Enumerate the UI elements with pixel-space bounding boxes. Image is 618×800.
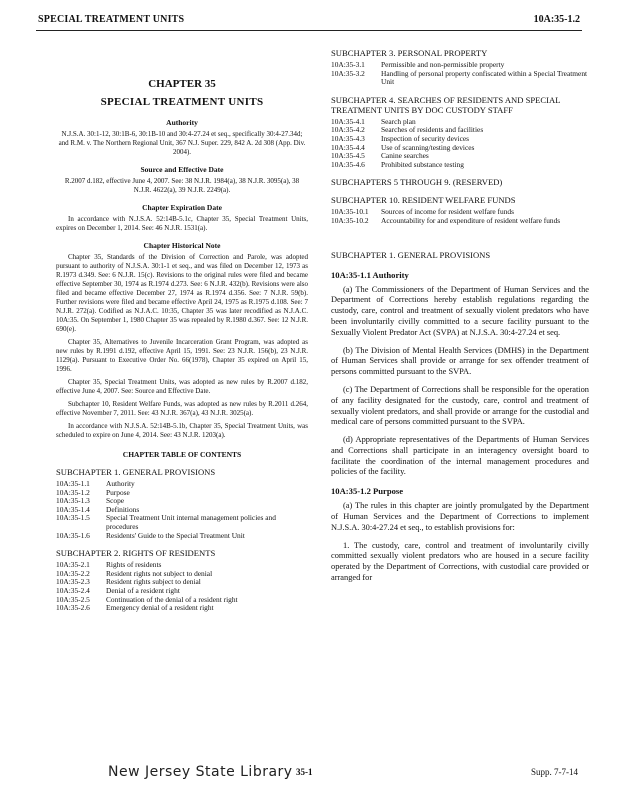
right-column bbox=[331, 42, 589, 591]
toc-entry-number: 10A:35-2.4 bbox=[56, 585, 90, 595]
body-paragraph: (a) The Commissioners of the Department of Human Services and the Department of Corrections hereby establish regulations regarding the custody, care, control and treatment of sexually violent predators who have been involuntarily civilly committed to a secure facility pursuant to the Sexually Violent Predator Act (SVPA) at N.J.S.A. 30:4-27.24 et seq. bbox=[331, 284, 589, 337]
history-paragraph: In accordance with N.J.S.A. 52:14B-5.1b, Chapter 35, Special Treatment Units, was scheduled to expire on June 4, 2014. See: 43 N.J.R. 1203(a). bbox=[56, 422, 308, 439]
toc-entry-title: Resident rights not subject to denial bbox=[106, 568, 213, 578]
toc-entry-title: Search plan bbox=[381, 116, 416, 126]
toc-list-sub3 bbox=[331, 61, 589, 87]
toc-entry bbox=[56, 532, 308, 541]
body-paragraph: (b) The Division of Mental Health Services (DMHS) in the Department of Human Services shall provide or arrange for sex offender treatment of persons committed pursuant to the SVPA. bbox=[331, 345, 589, 377]
page-number: 35-1 bbox=[296, 767, 313, 777]
toc-entry-title: Use of scanning/testing devices bbox=[381, 142, 475, 152]
toc-entry bbox=[56, 578, 308, 587]
toc-entry-number: 10A:35-1.5 bbox=[56, 513, 90, 523]
toc-entry-number: 10A:35-4.2 bbox=[331, 125, 365, 135]
toc-entry-title: Authority bbox=[106, 479, 135, 488]
toc-entry-number: 10A:35-4.4 bbox=[331, 142, 365, 152]
toc-list-sub2 bbox=[56, 561, 308, 613]
toc-entry-title: Special Treatment Unit internal management policies and procedures bbox=[106, 513, 276, 531]
toc-entry-title: Resident rights subject to denial bbox=[106, 577, 201, 587]
toc-entry-title: Definitions bbox=[106, 504, 140, 514]
toc-list-sub4 bbox=[331, 118, 589, 170]
chapter-number: CHAPTER 35 bbox=[148, 78, 216, 90]
toc-entry-title: Accountability for and expenditure of resident welfare funds bbox=[381, 215, 561, 225]
toc-subchapter-heading: SUBCHAPTER 3. PERSONAL PROPERTY bbox=[331, 48, 488, 58]
toc-entry-title: Denial of a resident right bbox=[106, 585, 180, 595]
history-paragraph: Chapter 35, Standards of the Division of Correction and Parole, was adopted pursuant to authority of N.J.S.A. 30:1-1 et seq., and was filed on December 12, 1973 as R.1973 d.349. See: 6 N.J.R. 15(c). Revisions to the original rules were filed and became effective September 30, 1974 as R.1974 d.273. See: 6 N.J.R. 432(b). Revisions were also filed and became effective December 27, 1974 as R.1974 d.356. See: 7 N.J.R. 59(b). Further revisions were filed and became effective April 24, 1975 as R.1975 d.108. See: 7 N.J.R. 272(a). Codified as N.J.A.C. 10:35, Chapter 35 was later recodified as N.J.A.C. 10A:35. On September 1, 1980 Chapter 35 was repealed by R.1980 d.367. See: 12 N.J.R. 690(e). bbox=[56, 253, 308, 333]
toc-entry-number: 10A:35-4.1 bbox=[331, 116, 365, 126]
toc-entry bbox=[331, 161, 589, 170]
body-paragraph: (a) The rules in this chapter are jointly promulgated by the Department of Human Services and the Department of Corrections to implement N.J.S.A. 30:4-27.24 et seq., to establish provisions for: bbox=[331, 501, 589, 532]
body-paragraph: (d) Appropriate representatives of the Departments of Human Services and Corrections shall participate in an interagency oversight board to facilitate the coordination of the internal management procedures and policies of the facility. bbox=[331, 435, 589, 477]
library-watermark: New Jersey State Library bbox=[108, 764, 293, 780]
body-paragraph: 1. The custody, care, control and treatment of involuntarily civilly committed sexually violent predators who are housed in a secure facility operated by the Department of Corrections, with custodial care provided or arranged for bbox=[331, 540, 589, 583]
section-heading: 10A:35-1.1 Authority bbox=[331, 269, 409, 280]
toc-entry-number: 10A:35-2.2 bbox=[56, 568, 90, 578]
toc-subchapter-heading: SUBCHAPTER 10. RESIDENT WELFARE FUNDS bbox=[331, 195, 516, 206]
toc-entry-number: 10A:35-4.3 bbox=[331, 133, 365, 143]
toc-entry bbox=[56, 489, 308, 498]
toc-entry-number: 10A:35-3.2 bbox=[331, 68, 365, 78]
toc-entry bbox=[56, 514, 308, 531]
toc-entry bbox=[331, 144, 589, 153]
toc-entry-number: 10A:35-1.1 bbox=[56, 479, 90, 488]
expiration-text: In accordance with N.J.S.A. 52:14B-5.1c, Chapter 35, Special Treatment Units, expires on December 1, 2014. See: 46 N.J.R. 1531(a). bbox=[56, 215, 308, 232]
toc-entry-number: 10A:35-1.6 bbox=[56, 530, 90, 540]
toc-entry bbox=[331, 70, 589, 87]
history-heading: Chapter Historical Note bbox=[143, 241, 221, 250]
running-header-section: 10A:35-1.2 bbox=[533, 14, 580, 25]
toc-subchapter-heading: SUBCHAPTER 2. RIGHTS OF RESIDENTS bbox=[56, 548, 216, 559]
expiration-heading: Chapter Expiration Date bbox=[142, 203, 222, 212]
toc-subchapter-heading: SUBCHAPTERS 5 THROUGH 9. (RESERVED) bbox=[331, 177, 503, 188]
toc-entry-title: Sources of income for resident welfare funds bbox=[381, 207, 514, 217]
toc-entry-number: 10A:35-10.2 bbox=[331, 215, 369, 225]
toc-entry-title: Scope bbox=[106, 496, 125, 506]
toc-entry bbox=[56, 604, 308, 613]
history-paragraph: Chapter 35, Alternatives to Juvenile Incarceration Grant Program, was adopted as new rules by R.1991 d.192, effective April 15, 1991. See: 23 N.J.R. 156(b), 23 N.J.R. 1129(a). Pursuant to Executive Order No. 66(1978), Chapter 35 expired on April 15, 1996. bbox=[56, 338, 308, 373]
chapter-title: SPECIAL TREATMENT UNITS bbox=[100, 96, 264, 108]
toc-entry bbox=[56, 497, 308, 506]
supplement-date: Supp. 7-7-14 bbox=[531, 767, 578, 777]
toc-entry-title: Searches of residents and facilities bbox=[381, 125, 484, 135]
toc-heading: CHAPTER TABLE OF CONTENTS bbox=[122, 450, 242, 459]
toc-entry-number: 10A:35-3.1 bbox=[331, 60, 365, 69]
toc-entry-title: Emergency denial of a resident right bbox=[106, 603, 214, 613]
section-heading: 10A:35-1.2 Purpose bbox=[331, 486, 404, 497]
left-column bbox=[56, 42, 308, 613]
toc-entry-number: 10A:35-2.5 bbox=[56, 594, 90, 604]
toc-subchapter-heading: SUBCHAPTER 1. GENERAL PROVISIONS bbox=[56, 467, 216, 477]
toc-entry-title: Purpose bbox=[106, 487, 130, 497]
toc-entry-title: Canine searches bbox=[381, 151, 429, 161]
subchapter-heading: SUBCHAPTER 1. GENERAL PROVISIONS bbox=[331, 249, 491, 260]
source-text: R.2007 d.182, effective June 4, 2007. See: 38 N.J.R. 1984(a), 38 N.J.R. 3095(a), 38 N.J.R. 4622(a), 39 N.J.R. 2249(a). bbox=[64, 177, 300, 194]
toc-entry-title: Residents' Guide to the Special Treatment Unit bbox=[106, 530, 245, 540]
toc-subchapter-heading: SUBCHAPTER 4. SEARCHES OF RESIDENTS AND SPECIAL TREATMENT UNITS BY DOC CUSTODY STAFF bbox=[331, 94, 561, 115]
toc-entry-number: 10A:35-4.6 bbox=[331, 159, 365, 169]
toc-entry-number: 10A:35-1.2 bbox=[56, 487, 90, 497]
toc-entry-number: 10A:35-1.4 bbox=[56, 504, 90, 514]
toc-entry bbox=[56, 480, 308, 489]
header-rule bbox=[36, 30, 582, 31]
toc-entry-title: Rights of residents bbox=[106, 560, 162, 570]
running-header-title: SPECIAL TREATMENT UNITS bbox=[38, 14, 185, 25]
toc-list-sub10 bbox=[331, 208, 589, 225]
authority-text: N.J.S.A. 30:1-12, 30:1B-6, 30:1B-10 and 30:4-27.24 et seq., specifically 30:4-27.34d; and R.M. v. The Northern Regional Unit, 367 N.J. Super. 229, 842 A. 2d 308 (App. Div. 2004). bbox=[58, 130, 306, 156]
toc-entry-number: 10A:35-4.5 bbox=[331, 151, 365, 161]
toc-entry-title: Continuation of the denial of a resident right bbox=[106, 594, 238, 604]
history-paragraph: Subchapter 10, Resident Welfare Funds, was adopted as new rules by R.2011 d.264, effective November 7, 2011. See: 43 N.J.R. 367(a), 43 N.J.R. 3025(a). bbox=[56, 400, 308, 417]
source-heading: Source and Effective Date bbox=[140, 165, 224, 174]
toc-entry-title: Prohibited substance testing bbox=[381, 159, 464, 169]
toc-entry-title: Permissible and non-permissible property bbox=[381, 60, 505, 69]
toc-entry bbox=[331, 217, 589, 226]
toc-entry-title: Handling of personal property confiscated within a Special Treatment Unit bbox=[381, 68, 588, 87]
toc-entry-number: 10A:35-2.3 bbox=[56, 577, 90, 587]
toc-entry-number: 10A:35-2.6 bbox=[56, 603, 90, 613]
toc-entry-number: 10A:35-10.1 bbox=[331, 207, 369, 217]
toc-entry-number: 10A:35-2.1 bbox=[56, 560, 90, 570]
body-paragraph: (c) The Department of Corrections shall be responsible for the operation of any facility designated for the custody, care, control and treatment of sexually violent predators, and shall provide or arrange for the custodial and medical care of persons committed pursuant to the SVPA. bbox=[331, 384, 589, 427]
history-paragraph: Chapter 35, Special Treatment Units, was adopted as new rules by R.2007 d.182, effective June 4, 2007. See: Source and Effective Date. bbox=[56, 378, 308, 395]
toc-entry-number: 10A:35-1.3 bbox=[56, 496, 90, 506]
toc-list-sub1 bbox=[56, 480, 308, 540]
toc-entry-title: Inspection of security devices bbox=[381, 133, 470, 143]
authority-heading: Authority bbox=[166, 118, 198, 127]
